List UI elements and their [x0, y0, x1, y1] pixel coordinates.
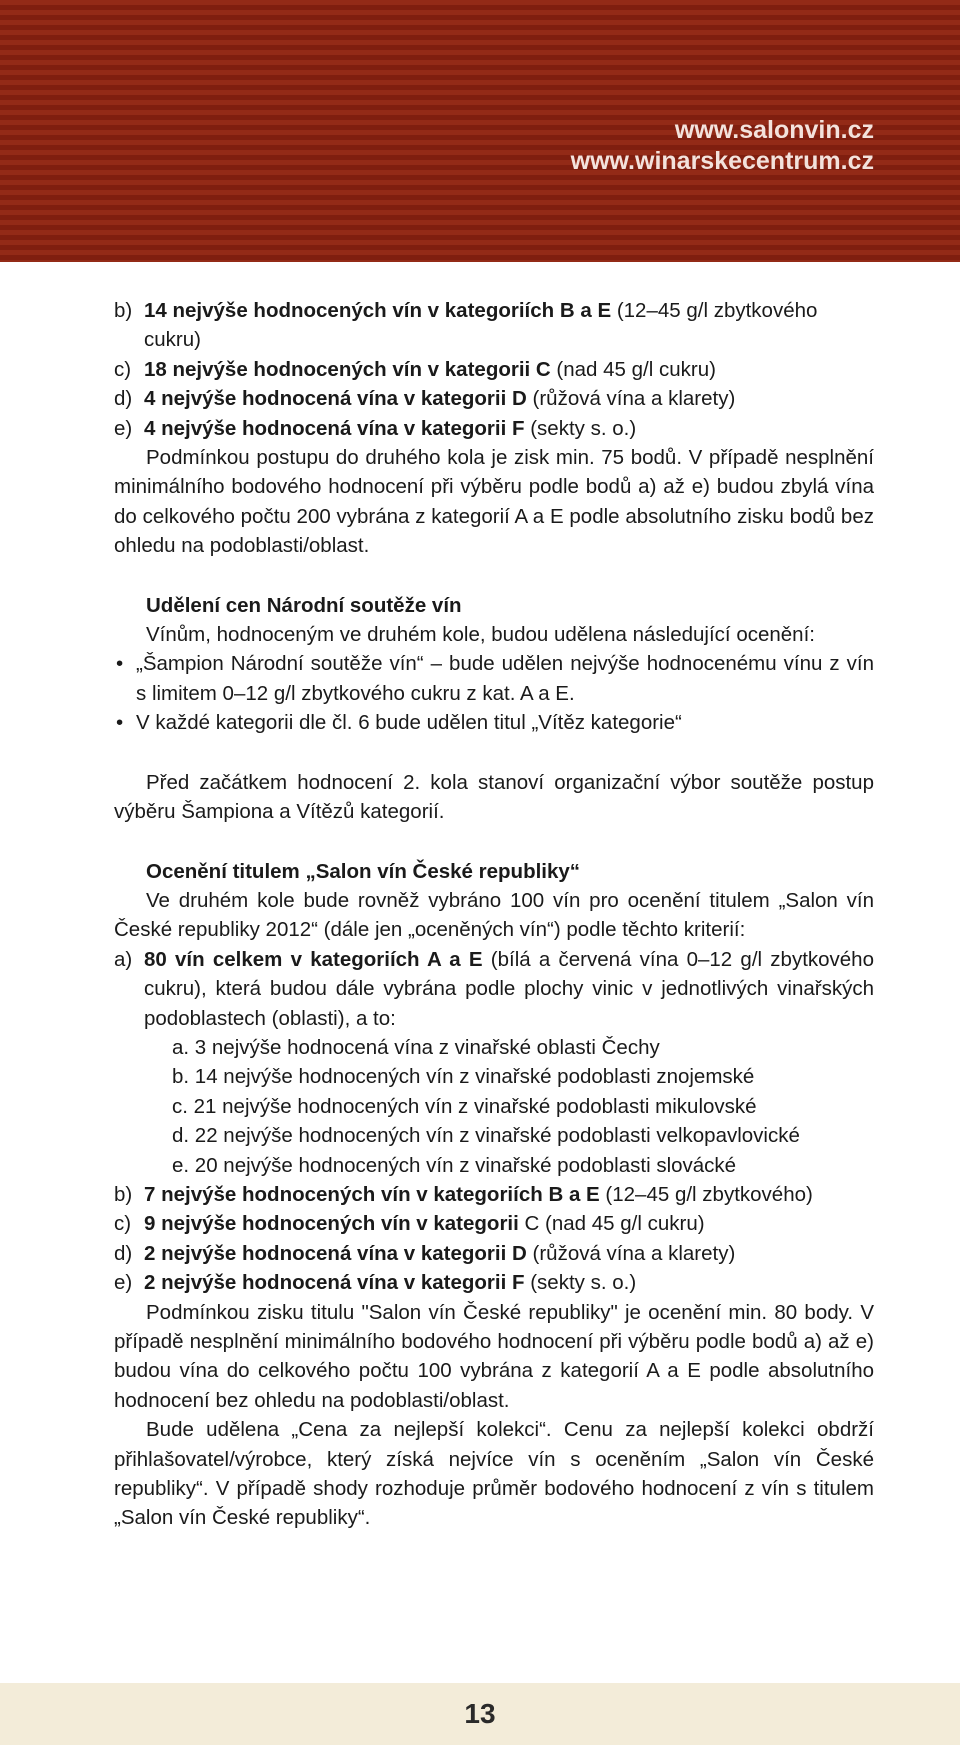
header-banner — [0, 0, 960, 262]
criteria-item-a: a) 80 vín celkem v kategoriích A a E (bílá a červená vína 0–12 g/l zbytkového cukru), která budou dále vybrána podle plochy vinic v jednotlivých vinařských podoblastech (oblasti), a to: — [114, 947, 874, 1030]
list-item: d. 22 nejvýše hodnocených vín z vinařské podoblasti velkopavlovické — [172, 1124, 800, 1148]
salon-intro: Ve druhém kole bude rovněž vybráno 100 vín pro ocenění titulem „Salon vín České republiky 2012“ (dále jen „oceněných vín“) podle těchto kriterií: — [114, 888, 874, 942]
list-item: e. 20 nejvýše hodnocených vín z vinařské podoblasti slovácké — [172, 1153, 737, 1177]
list-item-b: b) 14 nejvýše hodnocených vín v kategoriích B a E (12–45 g/l zbytkového cukru) — [114, 299, 818, 352]
list-item-d: d) 4 nejvýše hodnocená vína v kategorii D (růžová vína a klarety) — [114, 387, 736, 411]
awards-intro: Vínům, hodnoceným ve druhém kole, budou udělena následující ocenění: — [146, 623, 815, 647]
criteria-item-d: d) 2 nejvýše hodnocená vína v kategorii D (růžová vína a klarety) — [114, 1241, 736, 1265]
list-item-c: c) 18 nejvýše hodnocených vín v kategorii C (nad 45 g/l cukru) — [114, 357, 716, 381]
salon-condition-paragraph: Podmínkou zisku titulu "Salon vín České republiky" je ocenění min. 80 body. V případě nesplnění minimálního bodového hodnocení při výběru podle bodů a) až e) budou vína do celkového počtu 100 vybrána z kategorií A a E podle absolutního hodnocení bez ohledu na podoblasti/oblast. — [114, 1300, 874, 1412]
header-urls — [571, 115, 874, 177]
bullet-item-category-winner: • V každé kategorii dle čl. 6 bude udělen titul „Vítěz kategorie“ — [116, 711, 682, 735]
url-salonvin[interactable]: www.salonvin.cz — [674, 116, 874, 144]
bullet-item-champion: • „Šampion Národní soutěže vín“ – bude udělen nejvýše hodnocenému vínu z vín s limitem 0–12 g/l zbytkového cukru z kat. A a E. — [116, 652, 874, 705]
list-item: b. 14 nejvýše hodnocených vín z vinařské podoblasti znojemské — [172, 1065, 755, 1089]
criteria-item-b: b) 7 nejvýše hodnocených vín v kategoriích B a E (12–45 g/l zbytkového) — [114, 1182, 813, 1206]
list-item: a. 3 nejvýše hodnocená vína z vinařské oblasti Čechy — [172, 1035, 660, 1059]
subregion-list — [114, 1033, 874, 1180]
section-heading-awards: Udělení cen Národní soutěže vín — [146, 593, 462, 617]
list-item: c. 21 nejvýše hodnocených vín z vinařské podoblasti mikulovské — [172, 1094, 757, 1118]
url-winarskecentrum[interactable]: www.winarskecentrum.cz — [570, 147, 874, 175]
page-number: 13 — [464, 1698, 496, 1729]
footer-bar — [0, 1683, 960, 1745]
page-content — [114, 296, 874, 1533]
best-collection-paragraph: Bude udělena „Cena za nejlepší kolekci“. Cenu za nejlepší kolekci obdrží přihlašovatel/výrobce, který získá nejvíce vín s oceněním „Salon vín České republiky“. V případě shody rozhoduje průměr bodového hodnocení z vín s titulem „Salon vín České republiky“. — [114, 1418, 874, 1530]
section-heading-salon: Ocenění titulem „Salon vín České republiky“ — [146, 859, 581, 883]
advancement-paragraph: Podmínkou postupu do druhého kola je zisk min. 75 bodů. V případě nesplnění minimálního bodového hodnocení při výběru podle bodů a) až e) budou zbylá vína do celkového počtu 200 vybrána z kategorií A a E podle absolutního zisku bodů bez ohledu na podoblasti/oblast. — [114, 446, 874, 558]
criteria-item-e: e) 2 nejvýše hodnocená vína v kategorii F (sekty s. o.) — [114, 1271, 637, 1295]
list-item-e: e) 4 nejvýše hodnocená vína v kategorii F (sekty s. o.) — [114, 416, 637, 440]
selection-paragraph: Před začátkem hodnocení 2. kola stanoví organizační výbor soutěže postup výběru Šampiona a Vítězů kategorií. — [114, 770, 874, 824]
criteria-item-c: c) 9 nejvýše hodnocených vín v kategorii C (nad 45 g/l cukru) — [114, 1212, 705, 1236]
